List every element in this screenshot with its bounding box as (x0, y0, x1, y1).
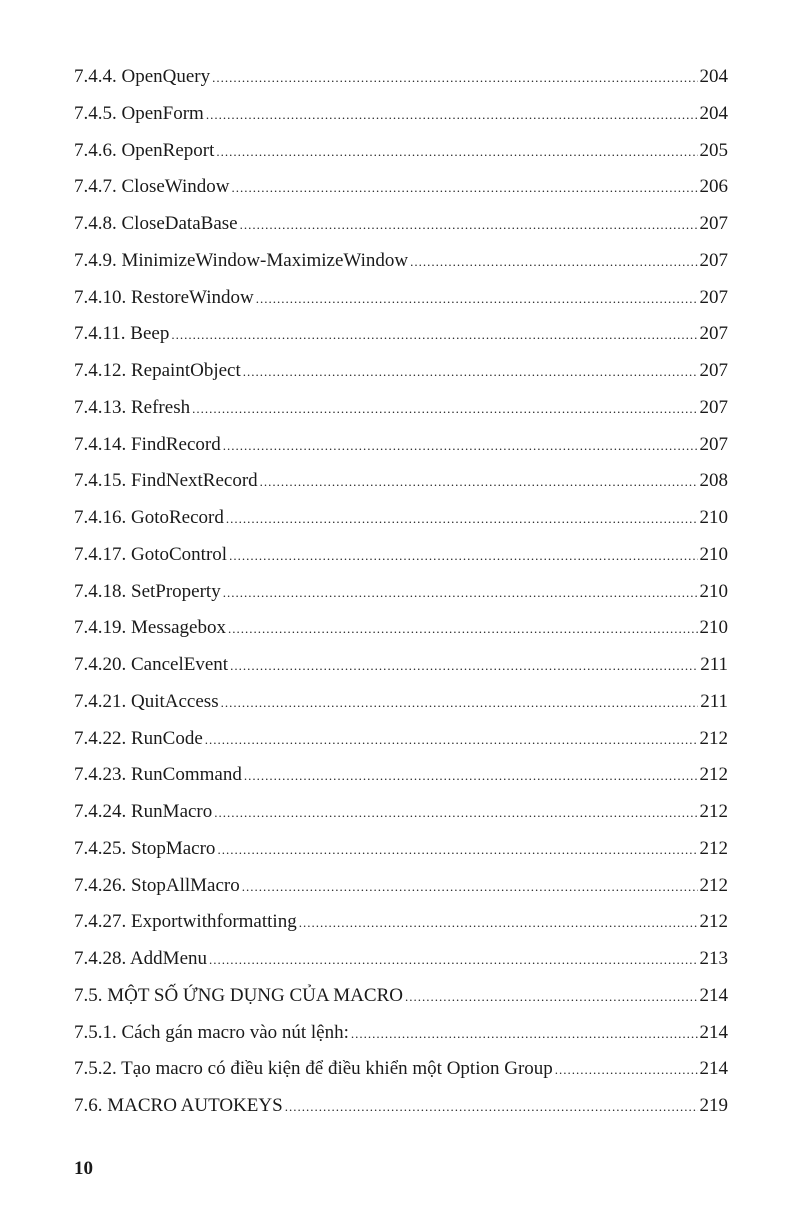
dot-leader (299, 915, 698, 931)
toc-entry-title: 7.4.17. GotoControl (74, 543, 228, 565)
dot-leader (209, 952, 698, 968)
toc-entry-page: 211 (700, 690, 728, 712)
toc-entry (74, 728, 728, 765)
toc-entry-title: 7.4.15. FindNextRecord (74, 470, 258, 492)
dot-leader (226, 511, 698, 527)
toc-entry-title: 7.4.27. Exportwithformatting (74, 911, 297, 933)
toc-entry (74, 287, 728, 324)
toc-entry-title: 7.4.8. CloseDataBase (74, 213, 238, 234)
toc-entry-page: 205 (699, 139, 728, 161)
dot-leader (351, 1026, 698, 1042)
dot-leader (285, 1099, 698, 1115)
dot-leader (217, 842, 697, 858)
toc-entry (74, 691, 728, 728)
dot-leader (242, 879, 698, 895)
toc-entry-title: 7.4.24. RunMacro (74, 801, 213, 822)
toc-entry-title: 7.5. MỘT SỐ ỨNG DỤNG CỦA MACRO (74, 984, 403, 1006)
dot-leader (230, 658, 698, 674)
dot-leader (214, 805, 697, 821)
dot-leader (231, 180, 697, 196)
page-number: 10 (74, 1158, 93, 1179)
dot-leader (221, 695, 699, 711)
toc-entry-title: 7.4.11. Beep (74, 323, 170, 345)
toc-entry (74, 360, 728, 397)
toc-entry-title: 7.4.14. FindRecord (74, 433, 221, 455)
toc-entry-page: 210 (699, 543, 728, 565)
toc-entry (74, 140, 728, 177)
toc-entry-title: 7.4.26. StopAllMacro (74, 874, 240, 896)
toc-entry-page: 213 (699, 948, 728, 969)
dot-leader (229, 548, 697, 564)
toc-entry-title: 7.6. MACRO AUTOKEYS (74, 1095, 283, 1116)
toc-entry-title: 7.4.7. CloseWindow (74, 176, 230, 198)
toc-entry-page: 207 (699, 323, 728, 345)
dot-leader (212, 70, 697, 86)
toc-entry-page: 212 (699, 837, 728, 859)
toc-entry (74, 985, 728, 1022)
toc-entry-title: 7.4.19. Messagebox (74, 617, 226, 639)
toc-entry (74, 176, 728, 213)
toc-entry (74, 1095, 728, 1132)
toc-entry (74, 617, 728, 654)
toc-entry (74, 507, 728, 544)
toc-entry-title: 7.4.20. CancelEvent (74, 654, 229, 675)
dot-leader (410, 254, 697, 270)
toc-entry-title: 7.4.18. SetProperty (74, 580, 221, 602)
dot-leader (223, 438, 698, 454)
toc-entry-page: 214 (699, 984, 728, 1006)
toc-entry (74, 250, 728, 287)
toc-entry-title: 7.4.5. OpenForm (74, 102, 204, 124)
toc-entry-title: 7.4.16. GotoRecord (74, 507, 224, 528)
toc-entry-title: 7.4.22. RunCode (74, 727, 203, 749)
toc-entry-page: 207 (699, 249, 728, 271)
toc-entry (74, 1022, 728, 1059)
toc-entry-title: 7.4.6. OpenReport (74, 139, 215, 161)
toc-entry (74, 1058, 728, 1095)
dot-leader (223, 585, 698, 601)
toc-entry-page: 204 (699, 102, 728, 124)
toc-entry (74, 875, 728, 912)
dot-leader (206, 107, 698, 123)
toc-entry-page: 212 (699, 727, 728, 749)
toc-entry (74, 544, 728, 581)
toc-entry (74, 103, 728, 140)
dot-leader (192, 401, 697, 417)
toc-entry-page: 214 (699, 1058, 728, 1080)
toc-entry (74, 801, 728, 838)
dot-leader (171, 327, 697, 343)
dot-leader (240, 217, 698, 233)
toc-entry (74, 838, 728, 875)
toc-entry-page: 212 (699, 801, 728, 822)
dot-leader (256, 291, 698, 307)
toc-entry-page: 212 (699, 911, 728, 933)
table-of-contents (74, 66, 728, 1132)
dot-leader (205, 732, 698, 748)
toc-entry-title: 7.5.1. Cách gán macro vào nút lệnh: (74, 1021, 349, 1043)
toc-entry-page: 208 (699, 470, 728, 492)
toc-entry (74, 323, 728, 360)
toc-entry-title: 7.4.23. RunCommand (74, 764, 242, 786)
toc-entry-page: 206 (699, 176, 728, 198)
toc-entry (74, 66, 728, 103)
toc-entry-page: 207 (699, 433, 728, 455)
toc-entry-title: 7.4.21. QuitAccess (74, 690, 219, 712)
toc-entry-title: 7.5.2. Tạo macro có điều kiện để điều khiển một Option Group (74, 1058, 553, 1080)
toc-entry (74, 397, 728, 434)
toc-entry-page: 212 (699, 764, 728, 786)
toc-entry-title: 7.4.12. RepaintObject (74, 360, 241, 381)
dot-leader (244, 768, 698, 784)
toc-entry-page: 207 (699, 360, 728, 381)
dot-leader (260, 474, 698, 490)
toc-entry (74, 434, 728, 471)
toc-entry-page: 207 (699, 396, 728, 418)
toc-entry-title: 7.4.10. RestoreWindow (74, 286, 254, 308)
toc-entry-page: 207 (699, 286, 728, 308)
toc-entry-page: 211 (700, 654, 728, 675)
toc-entry-title: 7.4.9. MinimizeWindow-MaximizeWindow (74, 249, 409, 271)
toc-entry-page: 204 (699, 66, 728, 87)
toc-entry-page: 212 (699, 874, 728, 896)
toc-entry-page: 207 (699, 213, 728, 234)
dot-leader (216, 144, 697, 160)
dot-leader (228, 621, 698, 637)
toc-entry (74, 581, 728, 618)
dot-leader (555, 1062, 698, 1078)
toc-entry-page: 210 (699, 507, 728, 528)
toc-entry-title: 7.4.13. Refresh (74, 396, 191, 418)
toc-entry (74, 764, 728, 801)
toc-entry (74, 470, 728, 507)
toc-entry (74, 654, 728, 691)
toc-entry (74, 948, 728, 985)
toc-entry-title: 7.4.25. StopMacro (74, 837, 216, 859)
toc-entry-page: 210 (699, 617, 728, 639)
toc-entry (74, 213, 728, 250)
dot-leader (243, 364, 698, 380)
toc-entry-title: 7.4.4. OpenQuery (74, 66, 211, 87)
toc-entry-page: 214 (699, 1021, 728, 1043)
toc-entry-page: 219 (699, 1095, 728, 1116)
toc-entry-title: 7.4.28. AddMenu (74, 948, 207, 969)
toc-entry-page: 210 (699, 580, 728, 602)
dot-leader (405, 989, 698, 1005)
toc-entry (74, 911, 728, 948)
